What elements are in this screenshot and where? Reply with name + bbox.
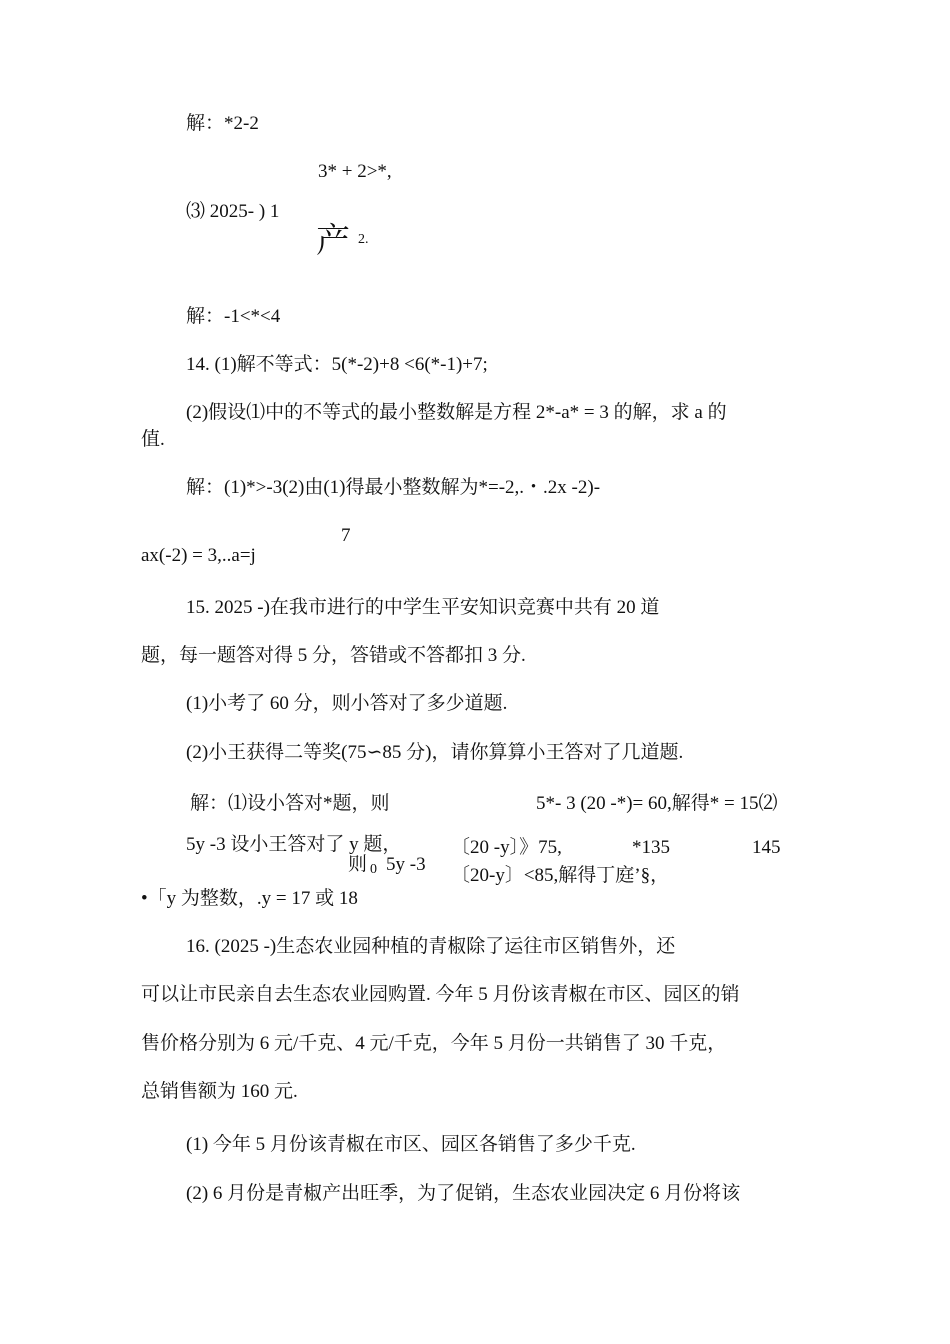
fraction-numerator: 7	[341, 525, 351, 546]
problem-16-body: 售价格分别为 6 元/千克、4 元/千克，今年 5 月份一共销售了 30 千克，	[141, 1033, 727, 1054]
problem-16-heading: 16. (2025 -)生态农业园种植的青椒除了运往市区销售外，还	[186, 936, 676, 957]
solution-line: ax(-2) = 3,..a=j	[141, 545, 256, 566]
problem-16-body: 总销售额为 160 元.	[141, 1081, 298, 1102]
solution-equation: 5*- 3 (20 -*)= 60,解得* = 15⑵	[536, 793, 778, 814]
fraction-numerator: 145	[752, 837, 781, 858]
inequality-line: 5y -3	[386, 854, 426, 875]
problem-14-part-2-cont: 值.	[141, 429, 165, 450]
solution-line: 则	[348, 854, 368, 875]
solution-line: 解：⑴设小答对*题，则	[190, 793, 390, 814]
solution-conclusion: •「y 为整数，.y = 17 或 18	[141, 888, 358, 909]
problem-16-part-1: (1) 今年 5 月份该青椒在市区、园区各销售了多少千克.	[186, 1134, 636, 1155]
problem-15-heading: 15. 2025 -)在我市进行的中学生平安知识竞赛中共有 20 道	[186, 597, 660, 618]
garbled-exponent: 2.	[358, 232, 369, 247]
problem-16-body: 可以让市民亲自去生态农业园购置. 今年 5 月份该青椒在市区、园区的销	[141, 984, 740, 1005]
inequality-line: 3* + 2>*,	[318, 161, 392, 182]
solution-line: 解：-1<*<4	[186, 306, 281, 327]
problem-14-heading: 14. (1)解不等式：5(*-2)+8 <6(*-1)+7;	[186, 354, 488, 375]
problem-14-part-2: (2)假设⑴中的不等式的最小整数解是方程 2*-a* = 3 的解，求 a 的	[186, 402, 727, 423]
fraction-numerator: *135	[632, 837, 670, 858]
problem-15-part-2: (2)小王获得二等奖(75∽85 分)，请你算算小王答对了几道题.	[186, 742, 684, 763]
problem-15-body: 题，每一题答对得 5 分，答错或不答都扣 3 分.	[141, 645, 526, 666]
solution-line: 解：*2-2	[186, 113, 259, 134]
problem-16-part-2: (2) 6 月份是青椒产出旺季，为了促销，生态农业园决定 6 月份将该	[186, 1183, 741, 1204]
solution-line: 5y -3 设小王答对了 y 题，	[186, 834, 402, 855]
solution-line: 解：(1)*>-3(2)由(1)得最小整数解为*=-2,.・.2x -2)-	[186, 477, 601, 498]
problem-part-3: ⑶ 2025- ) 1	[186, 201, 280, 222]
inequality-line: 〔20-y〕<85,解得丁庭’§，	[451, 865, 670, 886]
garbled-glyph: 产	[316, 223, 350, 260]
inequality-line: 〔20 -y〕》75,	[451, 837, 562, 858]
subscript-mark: 0	[370, 862, 377, 877]
problem-15-part-1: (1)小考了 60 分，则小答对了多少道题.	[186, 693, 508, 714]
